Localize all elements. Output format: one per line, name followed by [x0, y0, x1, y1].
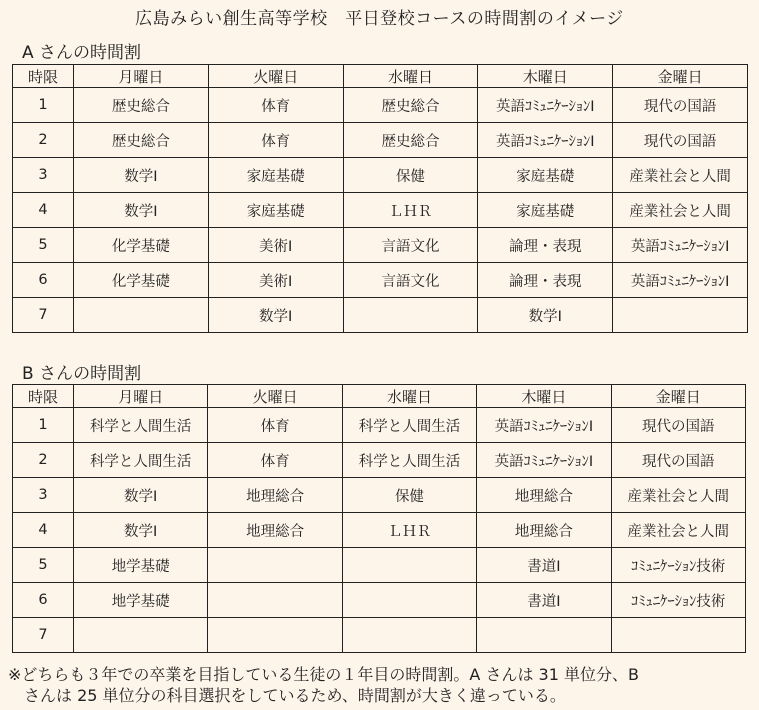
subject-cell: 歴史総合 — [74, 88, 209, 123]
subject-cell — [208, 548, 342, 583]
column-header: 月曜日 — [74, 65, 209, 88]
subject-cell: 体育 — [208, 88, 343, 123]
subject-cell: 家庭基礎 — [208, 158, 343, 193]
subject-cell: 論理・表現 — [478, 228, 613, 263]
period-cell: 3 — [13, 158, 74, 193]
period-cell: 5 — [13, 548, 74, 583]
subject-cell: ｺﾐｭﾆｹｰｼｮﾝ技術 — [611, 583, 745, 618]
schedule-a-title: A さんの時間割 — [22, 43, 142, 63]
subject-cell — [611, 618, 745, 653]
subject-cell — [613, 298, 748, 333]
subject-cell: 美術Ⅰ — [208, 263, 343, 298]
period-cell: 1 — [13, 408, 74, 443]
table-row — [13, 513, 746, 548]
header-row — [13, 385, 746, 408]
period-cell: 7 — [13, 298, 74, 333]
subject-cell: 地理総合 — [477, 513, 611, 548]
subject-cell: 科学と人間生活 — [74, 408, 208, 443]
subject-cell: 体育 — [208, 123, 343, 158]
column-header: 月曜日 — [74, 385, 208, 408]
column-header: 火曜日 — [208, 385, 342, 408]
subject-cell: 現代の国語 — [613, 123, 748, 158]
table-row — [13, 478, 746, 513]
subject-cell: 数学Ⅰ — [74, 158, 209, 193]
subject-cell: 数学Ⅰ — [208, 298, 343, 333]
period-cell: 4 — [13, 513, 74, 548]
table-row — [13, 123, 748, 158]
subject-cell — [74, 618, 208, 653]
column-header: 水曜日 — [343, 65, 478, 88]
subject-cell: 書道Ⅰ — [477, 583, 611, 618]
subject-cell — [208, 583, 342, 618]
subject-cell: 産業社会と人間 — [613, 158, 748, 193]
period-cell: 3 — [13, 478, 74, 513]
column-header: 木曜日 — [478, 65, 613, 88]
page-title: 広島みらい創生高等学校 平日登校コースの時間割のイメージ — [135, 9, 624, 29]
period-cell: 5 — [13, 228, 74, 263]
period-cell: 7 — [13, 618, 74, 653]
table-row — [13, 88, 748, 123]
period-cell: 2 — [13, 123, 74, 158]
subject-cell — [342, 548, 476, 583]
header-row — [13, 65, 748, 88]
subject-cell: 保健 — [342, 478, 476, 513]
subject-cell: 地学基礎 — [74, 548, 208, 583]
subject-cell: 産業社会と人間 — [611, 513, 745, 548]
column-header: 水曜日 — [342, 385, 476, 408]
period-cell: 1 — [13, 88, 74, 123]
table-row — [13, 193, 748, 228]
column-header: 金曜日 — [611, 385, 745, 408]
table-row — [13, 408, 746, 443]
subject-cell: 産業社会と人間 — [613, 193, 748, 228]
subject-cell: 数学Ⅰ — [74, 478, 208, 513]
subject-cell — [74, 298, 209, 333]
table-row — [13, 443, 746, 478]
subject-cell: 英語ｺﾐｭﾆｹｰｼｮﾝⅠ — [478, 123, 613, 158]
subject-cell — [208, 618, 342, 653]
column-header: 木曜日 — [477, 385, 611, 408]
subject-cell: 科学と人間生活 — [74, 443, 208, 478]
column-header: 火曜日 — [208, 65, 343, 88]
subject-cell — [343, 298, 478, 333]
subject-cell: 数学Ⅰ — [74, 513, 208, 548]
period-cell: 4 — [13, 193, 74, 228]
subject-cell: 保健 — [343, 158, 478, 193]
period-cell: 6 — [13, 583, 74, 618]
footnote-line-1: ※どちらも３年での卒業を目指している生徒の１年目の時間割。A さんは 31 単位分、B — [8, 665, 639, 684]
subject-cell: 英語ｺﾐｭﾆｹｰｼｮﾝⅠ — [613, 263, 748, 298]
subject-cell: 数学Ⅰ — [74, 193, 209, 228]
subject-cell: 現代の国語 — [613, 88, 748, 123]
table-row — [13, 158, 748, 193]
table-row — [13, 583, 746, 618]
subject-cell: 科学と人間生活 — [342, 443, 476, 478]
subject-cell: 現代の国語 — [611, 443, 745, 478]
subject-cell: 化学基礎 — [74, 263, 209, 298]
table-row — [13, 263, 748, 298]
subject-cell — [477, 618, 611, 653]
subject-cell: 言語文化 — [343, 228, 478, 263]
subject-cell: ＬＨＲ — [343, 193, 478, 228]
table-row — [13, 548, 746, 583]
subject-cell: 歴史総合 — [343, 123, 478, 158]
subject-cell: 地理総合 — [208, 478, 342, 513]
subject-cell: 英語ｺﾐｭﾆｹｰｼｮﾝⅠ — [477, 408, 611, 443]
subject-cell: 科学と人間生活 — [342, 408, 476, 443]
subject-cell: 英語ｺﾐｭﾆｹｰｼｮﾝⅠ — [477, 443, 611, 478]
subject-cell: 英語ｺﾐｭﾆｹｰｼｮﾝⅠ — [478, 88, 613, 123]
subject-cell: 英語ｺﾐｭﾆｹｰｼｮﾝⅠ — [613, 228, 748, 263]
footnote-line-2: さんは 25 単位分の科目選択をしているため、時間割が大きく違っている。 — [24, 686, 566, 705]
subject-cell: 地理総合 — [208, 513, 342, 548]
subject-cell — [342, 583, 476, 618]
subject-cell: 地理総合 — [477, 478, 611, 513]
table-row — [13, 298, 748, 333]
period-cell: 6 — [13, 263, 74, 298]
subject-cell: 美術Ⅰ — [208, 228, 343, 263]
subject-cell: 産業社会と人間 — [611, 478, 745, 513]
subject-cell: 論理・表現 — [478, 263, 613, 298]
subject-cell: 書道Ⅰ — [477, 548, 611, 583]
subject-cell: 体育 — [208, 443, 342, 478]
subject-cell: 家庭基礎 — [478, 193, 613, 228]
column-header: 時限 — [13, 65, 74, 88]
column-header: 時限 — [13, 385, 74, 408]
subject-cell: ｺﾐｭﾆｹｰｼｮﾝ技術 — [611, 548, 745, 583]
subject-cell: 数学Ⅰ — [478, 298, 613, 333]
subject-cell: 家庭基礎 — [208, 193, 343, 228]
schedule-a-table — [12, 64, 748, 333]
subject-cell: 歴史総合 — [74, 123, 209, 158]
table-row — [13, 618, 746, 653]
column-header: 金曜日 — [613, 65, 748, 88]
period-cell: 2 — [13, 443, 74, 478]
subject-cell: 化学基礎 — [74, 228, 209, 263]
subject-cell: 地学基礎 — [74, 583, 208, 618]
table-row — [13, 228, 748, 263]
schedule-b-title: B さんの時間割 — [22, 364, 142, 384]
subject-cell: ＬＨＲ — [342, 513, 476, 548]
schedule-b-table — [12, 384, 746, 653]
subject-cell: 言語文化 — [343, 263, 478, 298]
subject-cell: 家庭基礎 — [478, 158, 613, 193]
subject-cell: 体育 — [208, 408, 342, 443]
subject-cell: 現代の国語 — [611, 408, 745, 443]
subject-cell: 歴史総合 — [343, 88, 478, 123]
subject-cell — [342, 618, 476, 653]
footnote — [8, 664, 753, 706]
